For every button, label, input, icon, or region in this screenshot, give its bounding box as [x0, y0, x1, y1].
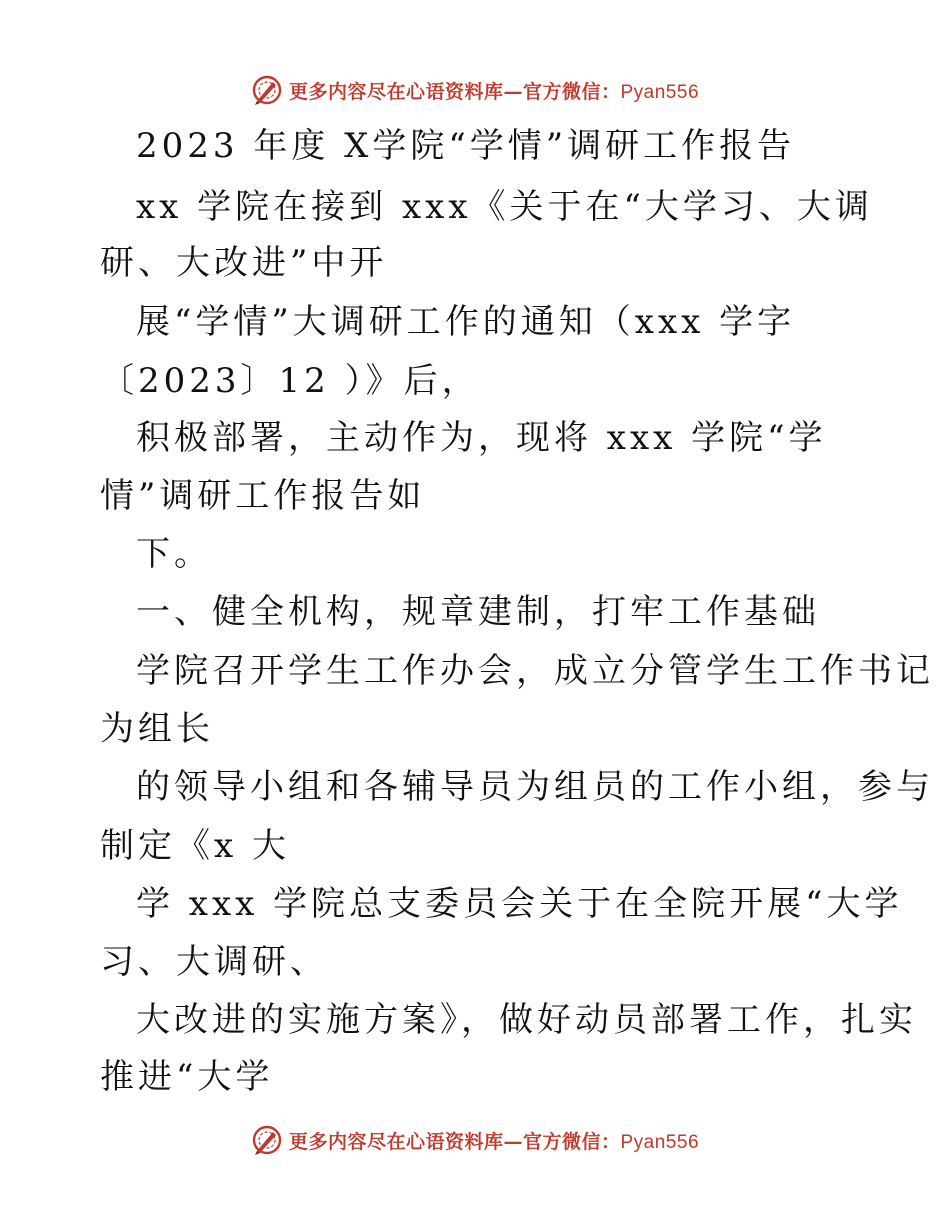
wechat-id: Pyan556 [620, 81, 700, 103]
pen-logo-icon [251, 1124, 283, 1156]
paragraph-line: 下。 [136, 534, 212, 574]
wechat-id: Pyan556 [620, 1131, 700, 1153]
watermark-text: 更多内容尽在心语资料库—官方微信：Pyan556 [288, 80, 700, 103]
paragraph-line: 推进“大学 [100, 1057, 274, 1097]
watermark-text: 更多内容尽在心语资料库—官方微信：Pyan556 [288, 1130, 700, 1153]
header-watermark-banner [0, 70, 950, 110]
footer-watermark-banner [0, 1120, 950, 1160]
paragraph-line: 学 xxx 学院总支委员会关于在全院开展“大学 [136, 884, 903, 924]
paragraph-line: 的领导小组和各辅导员为组员的工作小组，参与 [136, 767, 934, 807]
paragraph-line: 研、大改进”中开 [100, 243, 388, 283]
paragraph-line: 学院召开学生工作办会，成立分管学生工作书记 [136, 651, 934, 691]
paragraph-line: 情”调研工作报告如 [100, 476, 426, 516]
paragraph-line: 大改进的实施方案》，做好动员部署工作，扎实 [136, 1000, 917, 1040]
pen-logo-icon [251, 74, 283, 106]
paragraph-line: 积极部署，主动作为，现将 xxx 学院“学 [136, 418, 827, 458]
paragraph-line: 〔2023〕12 ）》后， [100, 361, 480, 401]
paragraph-line: 展“学情”大调研工作的通知（xxx 学字 [136, 302, 796, 342]
paragraph-line: xx 学院在接到 xxx《关于在“大学习、大调 [136, 187, 873, 227]
paragraph-line: 为组长 [100, 709, 214, 749]
document-title: 2023 年度 X学院“学情”调研工作报告 [136, 126, 796, 166]
paragraph-line: 制定《x 大 [100, 826, 290, 866]
paragraph-line: 习、大调研、 [100, 942, 328, 982]
section-heading: 一、健全机构，规章建制，打牢工作基础 [136, 592, 820, 632]
